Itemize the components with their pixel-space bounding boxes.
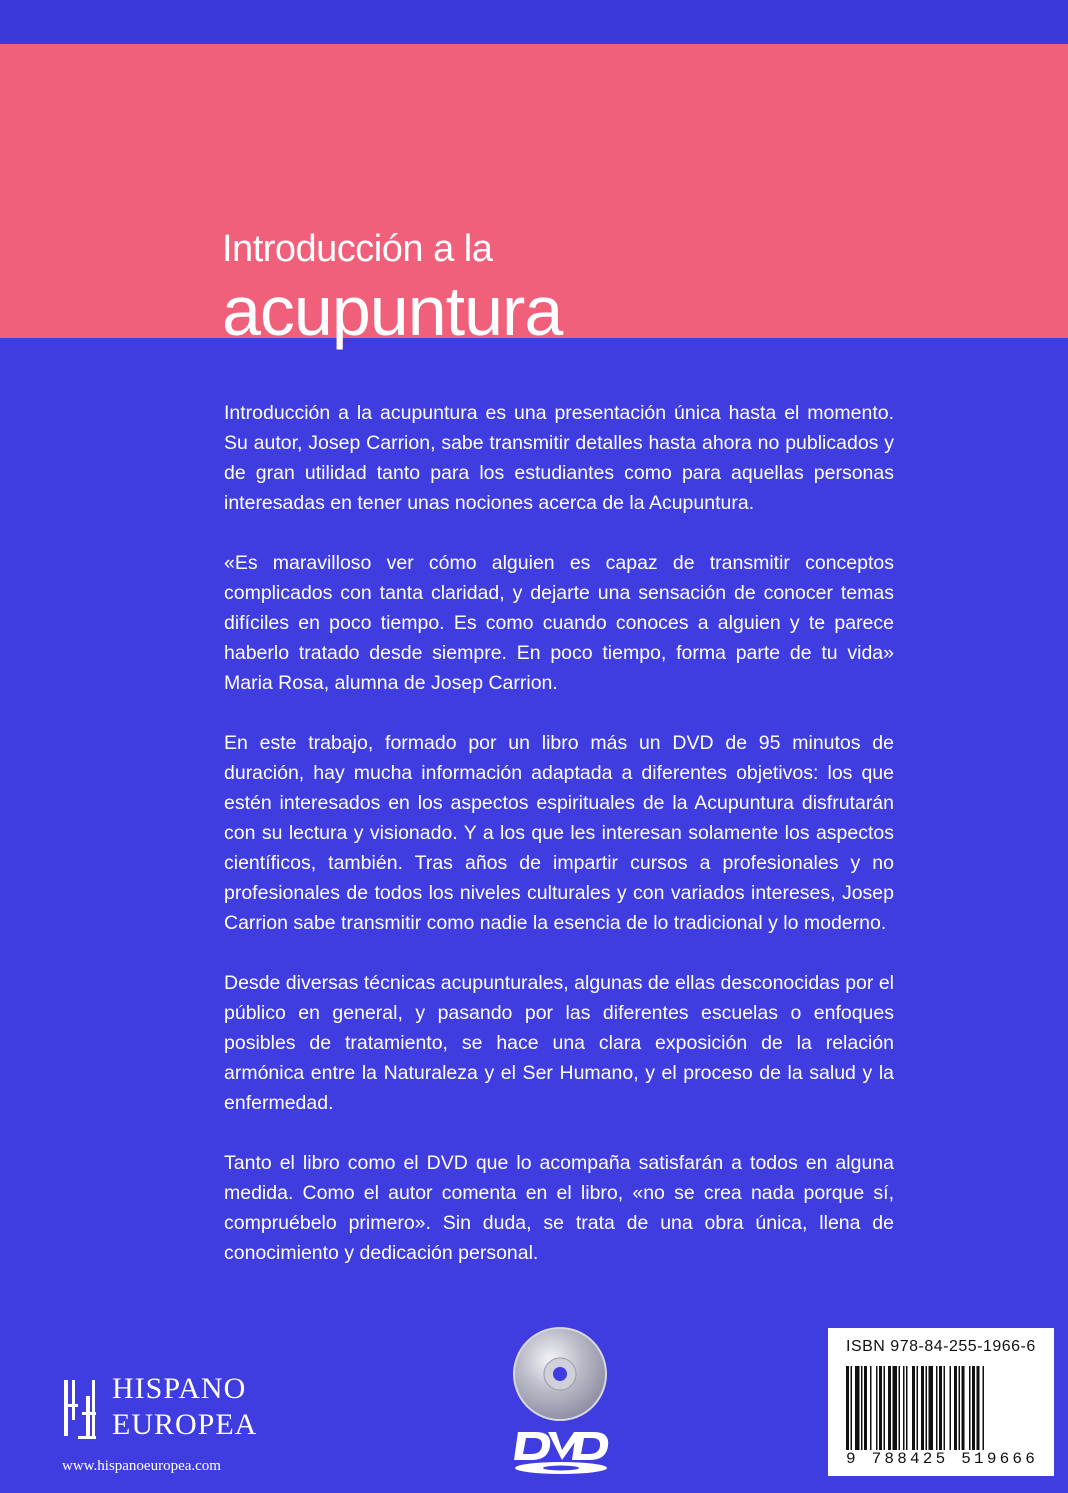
dvd-video-logo-icon — [512, 1428, 610, 1476]
barcode-box — [828, 1328, 1054, 1476]
publisher-logo — [62, 1372, 272, 1452]
blurb-paragraph-3: En este trabajo, formado por un libro más un DVD de 95 minutos de duración, hay mucha información adaptada a diferentes objetivos: los que estén interesados en los aspectos espirituales de la Acupuntura disfrutarán con su lectura y visionado. Y a los que les interesan solamente los aspectos científicos, también. Tras años de impartir cursos a profesionales y no profesionales de todos los niveles culturales y con variados intereses, Josep Carrion sabe transmitir como nadie la esencia de lo tradicional y lo moderno. — [224, 732, 894, 934]
blurb-paragraph-4: Desde diversas técnicas acupunturales, algunas de ellas desconocidas por el público en general, y pasando por las diferentes escuelas o enfoques posibles de tratamiento, se hace una clara exposición de la relación armónica entre la Naturaleza y el Ser Humano, y el proceso de la salud y la enfermedad. — [224, 972, 894, 1114]
blurb-paragraph-1: Introducción a la acupuntura es una presentación única hasta el momento. Su autor, Josep Carrion, sabe transmitir detalles hasta ahora no publicados y de gran utilidad tanto para los estudiantes como para aquellas personas interesadas en tener unas nociones acerca de la Acupuntura. — [224, 402, 894, 514]
blurb-paragraph-2: «Es maravilloso ver cómo alguien es capaz de transmitir conceptos complicados con tanta claridad, y dejarte una sensación de conocer temas difíciles en poco tiempo. Es como cuando conoces a alguien y te parece haberlo tratado desde siempre. En poco tiempo, forma parte de tu vida» Maria Rosa, alumna de Josep Carrion. — [224, 552, 894, 694]
barcode-digits: 9 788425 519666 — [846, 1450, 1039, 1468]
title-line-2: acupuntura — [222, 272, 563, 350]
publisher-website: www.hispanoeuropea.com — [62, 1458, 221, 1474]
back-cover-blurb — [224, 398, 894, 1298]
title-line-1: Introducción a la — [222, 228, 493, 270]
top-edge — [0, 0, 1068, 44]
dvd-disc-icon — [512, 1326, 608, 1422]
hispano-europea-logo-icon — [62, 1376, 102, 1440]
isbn-label: ISBN 978-84-255-1966-6 — [846, 1338, 1036, 1355]
barcode-icon — [844, 1366, 1040, 1450]
publisher-name-line-1: HISPANO — [112, 1372, 247, 1405]
blurb-paragraph-5: Tanto el libro como el DVD que lo acompaña satisfarán a todos en alguna medida. Como el autor comenta en el libro, «no se crea nada porque sí, compruébelo primero». Sin duda, se trata de una obra única, llena de conocimiento y dedicación personal. — [224, 1152, 894, 1264]
publisher-name-line-2: EUROPEA — [112, 1408, 258, 1441]
